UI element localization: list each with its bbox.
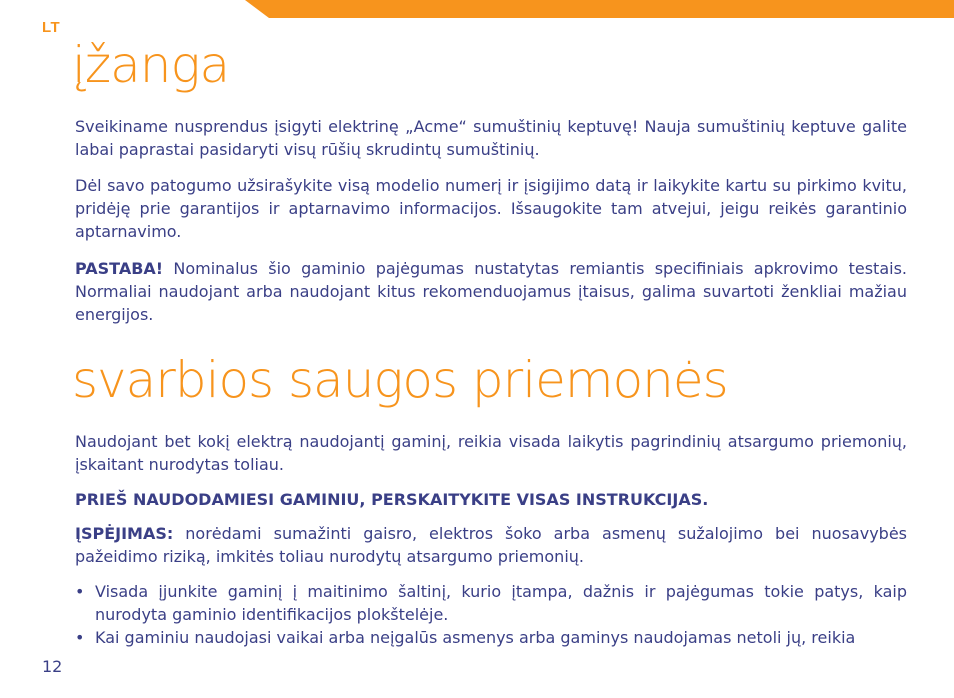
list-item [75,626,907,649]
note-paragraph [75,257,907,326]
warning-label: ĮSPĖJIMAS: [75,524,174,543]
warning-text: norėdami sumažinti gaisro, elektros šoko arba asmenų sužalojimo bei nuosavybės pažeidimo riziką, imkitės toliau nurodytų atsargumo priemonių. [75,524,907,566]
instruction-notice [75,488,907,511]
intro-paragraph-2: Dėl savo patogumo užsirašykite visą modelio numerį ir įsigijimo datą ir laikykite kartu su pirkimo kvitu, pridėję prie garantijos ir aptarnavimo informacijos. Išsaugokite tam atvejui, jeigu reikės garantinio aptarnavimo. [75,176,907,241]
section-heading-intro: įžanga [72,36,230,94]
bullet-icon: • [75,628,85,647]
safety-paragraph-1: Naudojant bet kokį elektrą naudojantį gaminį, reikia visada laikytis pagrindinių atsargumo priemonių, įskaitant nurodytas toliau. [75,432,907,474]
note-label: PASTABA! [75,259,164,278]
section-heading-safety: svarbios saugos priemonės [72,351,728,409]
top-accent-bar [245,0,954,18]
warning-paragraph [75,522,907,568]
bullet-icon: • [75,582,85,601]
page-number: 12 [42,657,63,676]
note-text: Nominalus šio gaminio pajėgumas nustatytas remiantis specifiniais apkrovimo testais. Normaliai naudojant arba naudojant kitus rekomenduojamus įtaisus, galima suvartoti ženkliai mažiau energijos. [75,259,907,324]
list-item-text: Kai gaminiu naudojasi vaikai arba neįgalūs asmenys arba gaminys naudojamas netoli jų, reikia [95,628,856,647]
intro-paragraph-1: Sveikiname nusprendus įsigyti elektrinę „Acme“ sumuštinių keptuvę! Nauja sumuštinių keptuve galite labai paprastai pasidaryti visų rūšių skrudintų sumuštinių. [75,117,907,159]
language-code: LT [42,19,61,36]
list-item [75,580,907,626]
safety-bullet-list [75,580,907,649]
instruction-text: PRIEŠ NAUDODAMIESI GAMINIU, PERSKAITYKITE VISAS INSTRUKCIJAS. [75,490,709,509]
list-item-text: Visada įjunkite gaminį į maitinimo šaltinį, kurio įtampa, dažnis ir pajėgumas tokie patys, kaip nurodyta gaminio identifikacijos plokštelėje. [95,582,907,624]
